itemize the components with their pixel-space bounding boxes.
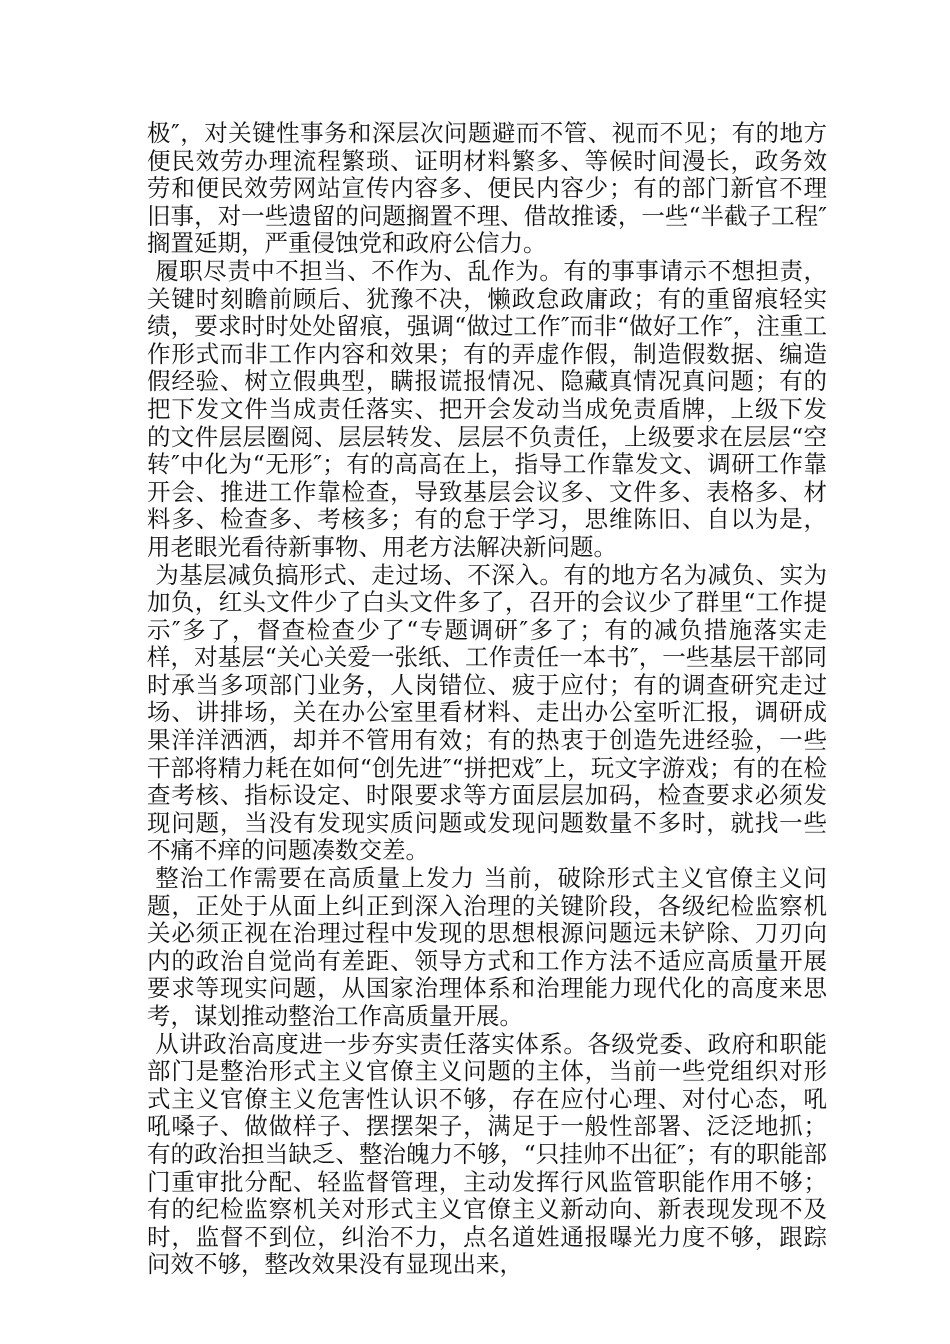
paragraph-3: 为基层减负搞形式、走过场、不深入。有的地方名为减负、实为加负，红头文件少了白头文件多了，召开的会议少了群里“工作提示″多了，督查检查少了“专题调研″多了；有的减负措施落实走样，对基层“关心关爱一张纸、工作责任一本书″，一些基层干部同时承当多项部门业务，人岗错位、疲于应付；有的调查研究走过场、讲排场，关在办公室里看材料、走出办公室听汇报，调研成果洋洋洒洒，却并不管用有效；有的热衷于创造先进经验，一些干部将精力耗在如何“创先进″“拼把戏″上，玩文字游戏；有的在检查考核、指标设定、时限要求等方面层层加码，检查要求必须发现问题，当没有发现实质问题或发现问题数量不多时，就找一些不痛不痒的问题凑数交差。 [147,560,827,865]
paragraph-2: 履职尽责中不担当、不作为、乱作为。有的事事请示不想担责，关键时刻瞻前顾后、犹豫不决，懒政怠政庸政；有的重留痕轻实绩，要求时时处处留痕，强调“做过工作″而非“做好工作″，注重工作形式而非工作内容和效果；有的弄虚作假，制造假数据、编造假经验、树立假典型，瞒报谎报情况、隐藏真情况真问题；有的把下发文件当成责任落实、把开会发动当成免责盾牌，上级下发的文件层层圈阅、层层转发、层层不负责任，上级要求在层层“空转″中化为“无形″；有的高高在上，指导工作靠发文、调研工作靠开会、推进工作靠检查，导致基层会议多、文件多、表格多、材料多、检查多、考核多；有的怠于学习，思维陈旧、自以为是，用老眼光看待新事物、用老方法解决新问题。 [147,256,827,561]
document-body [147,120,827,1279]
paragraph-1: 极″，对关键性事务和深层次问题避而不管、视而不见；有的地方便民效劳办理流程繁琐、证明材料繁多、等候时间漫长，政务效劳和便民效劳网站宣传内容多、便民内容少；有的部门新官不理旧事，对一些遗留的问题搁置不理、借故推诿，一些“半截子工程″搁置延期，严重侵蚀党和政府公信力。 [147,119,827,258]
paragraph-5: 从讲政治高度进一步夯实责任落实体系。各级党委、政府和职能部门是整治形式主义官僚主义问题的主体，当前一些党组织对形式主义官僚主义危害性认识不够，存在应付心理、对付心态，吼吼嗓子、做做样子、摆摆架子，满足于一般性部署、泛泛地抓；有的政治担当缺乏、整治魄力不够，“只挂帅不出征″；有的职能部门重审批分配、轻监督管理，主动发挥行风监管职能作用不够；有的纪检监察机关对形式主义官僚主义新动向、新表现发现不及时，监督不到位，纠治不力，点名道姓通报曝光力度不够，跟踪问效不够，整改效果没有显现出来， [147,1029,827,1279]
paragraph-4: 整治工作需要在高质量上发力 当前，破除形式主义官僚主义问题，正处于从面上纠正到深入治理的关键阶段，各级纪检监察机关必须正视在治理过程中发现的思想根源问题远未铲除、刀刃向内的政治自觉尚有差距、领导方式和工作方法不适应高质量开展要求等现实问题，从国家治理体系和治理能力现代化的高度来思考，谋划推动整治工作高质量开展。 [147,864,827,1030]
